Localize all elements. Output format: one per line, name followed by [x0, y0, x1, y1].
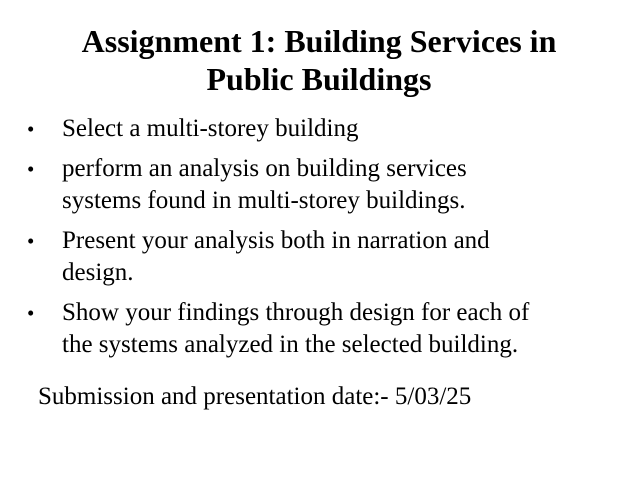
bullet-text-continued: the systems analyzed in the selected building. [62, 331, 519, 358]
slide-title-line-1: Assignment 1: Building Services in [81, 23, 557, 59]
bullet-dot: • [27, 117, 35, 141]
submission-date-text: Submission and presentation date:- 5/03/25 [38, 383, 472, 410]
bullet-text: Select a multi-storey building [62, 115, 359, 142]
bullet-text-continued: design. [62, 259, 134, 286]
bullet-item [27, 225, 617, 289]
bullet-item [27, 297, 617, 361]
bullet-text: Show your findings through design for each of [62, 299, 530, 326]
bullet-text: Present your analysis both in narration and [62, 227, 490, 254]
bullet-list [27, 113, 617, 369]
slide-title-line-2: Public Buildings [206, 61, 432, 97]
bullet-item [27, 153, 617, 217]
slide-title [20, 22, 618, 98]
bullet-text-continued: systems found in multi-storey buildings. [62, 187, 466, 214]
bullet-dot: • [27, 301, 35, 325]
bullet-item [27, 113, 617, 145]
bullet-text: perform an analysis on building services [62, 155, 467, 182]
bullet-dot: • [27, 229, 35, 253]
bullet-dot: • [27, 157, 35, 181]
